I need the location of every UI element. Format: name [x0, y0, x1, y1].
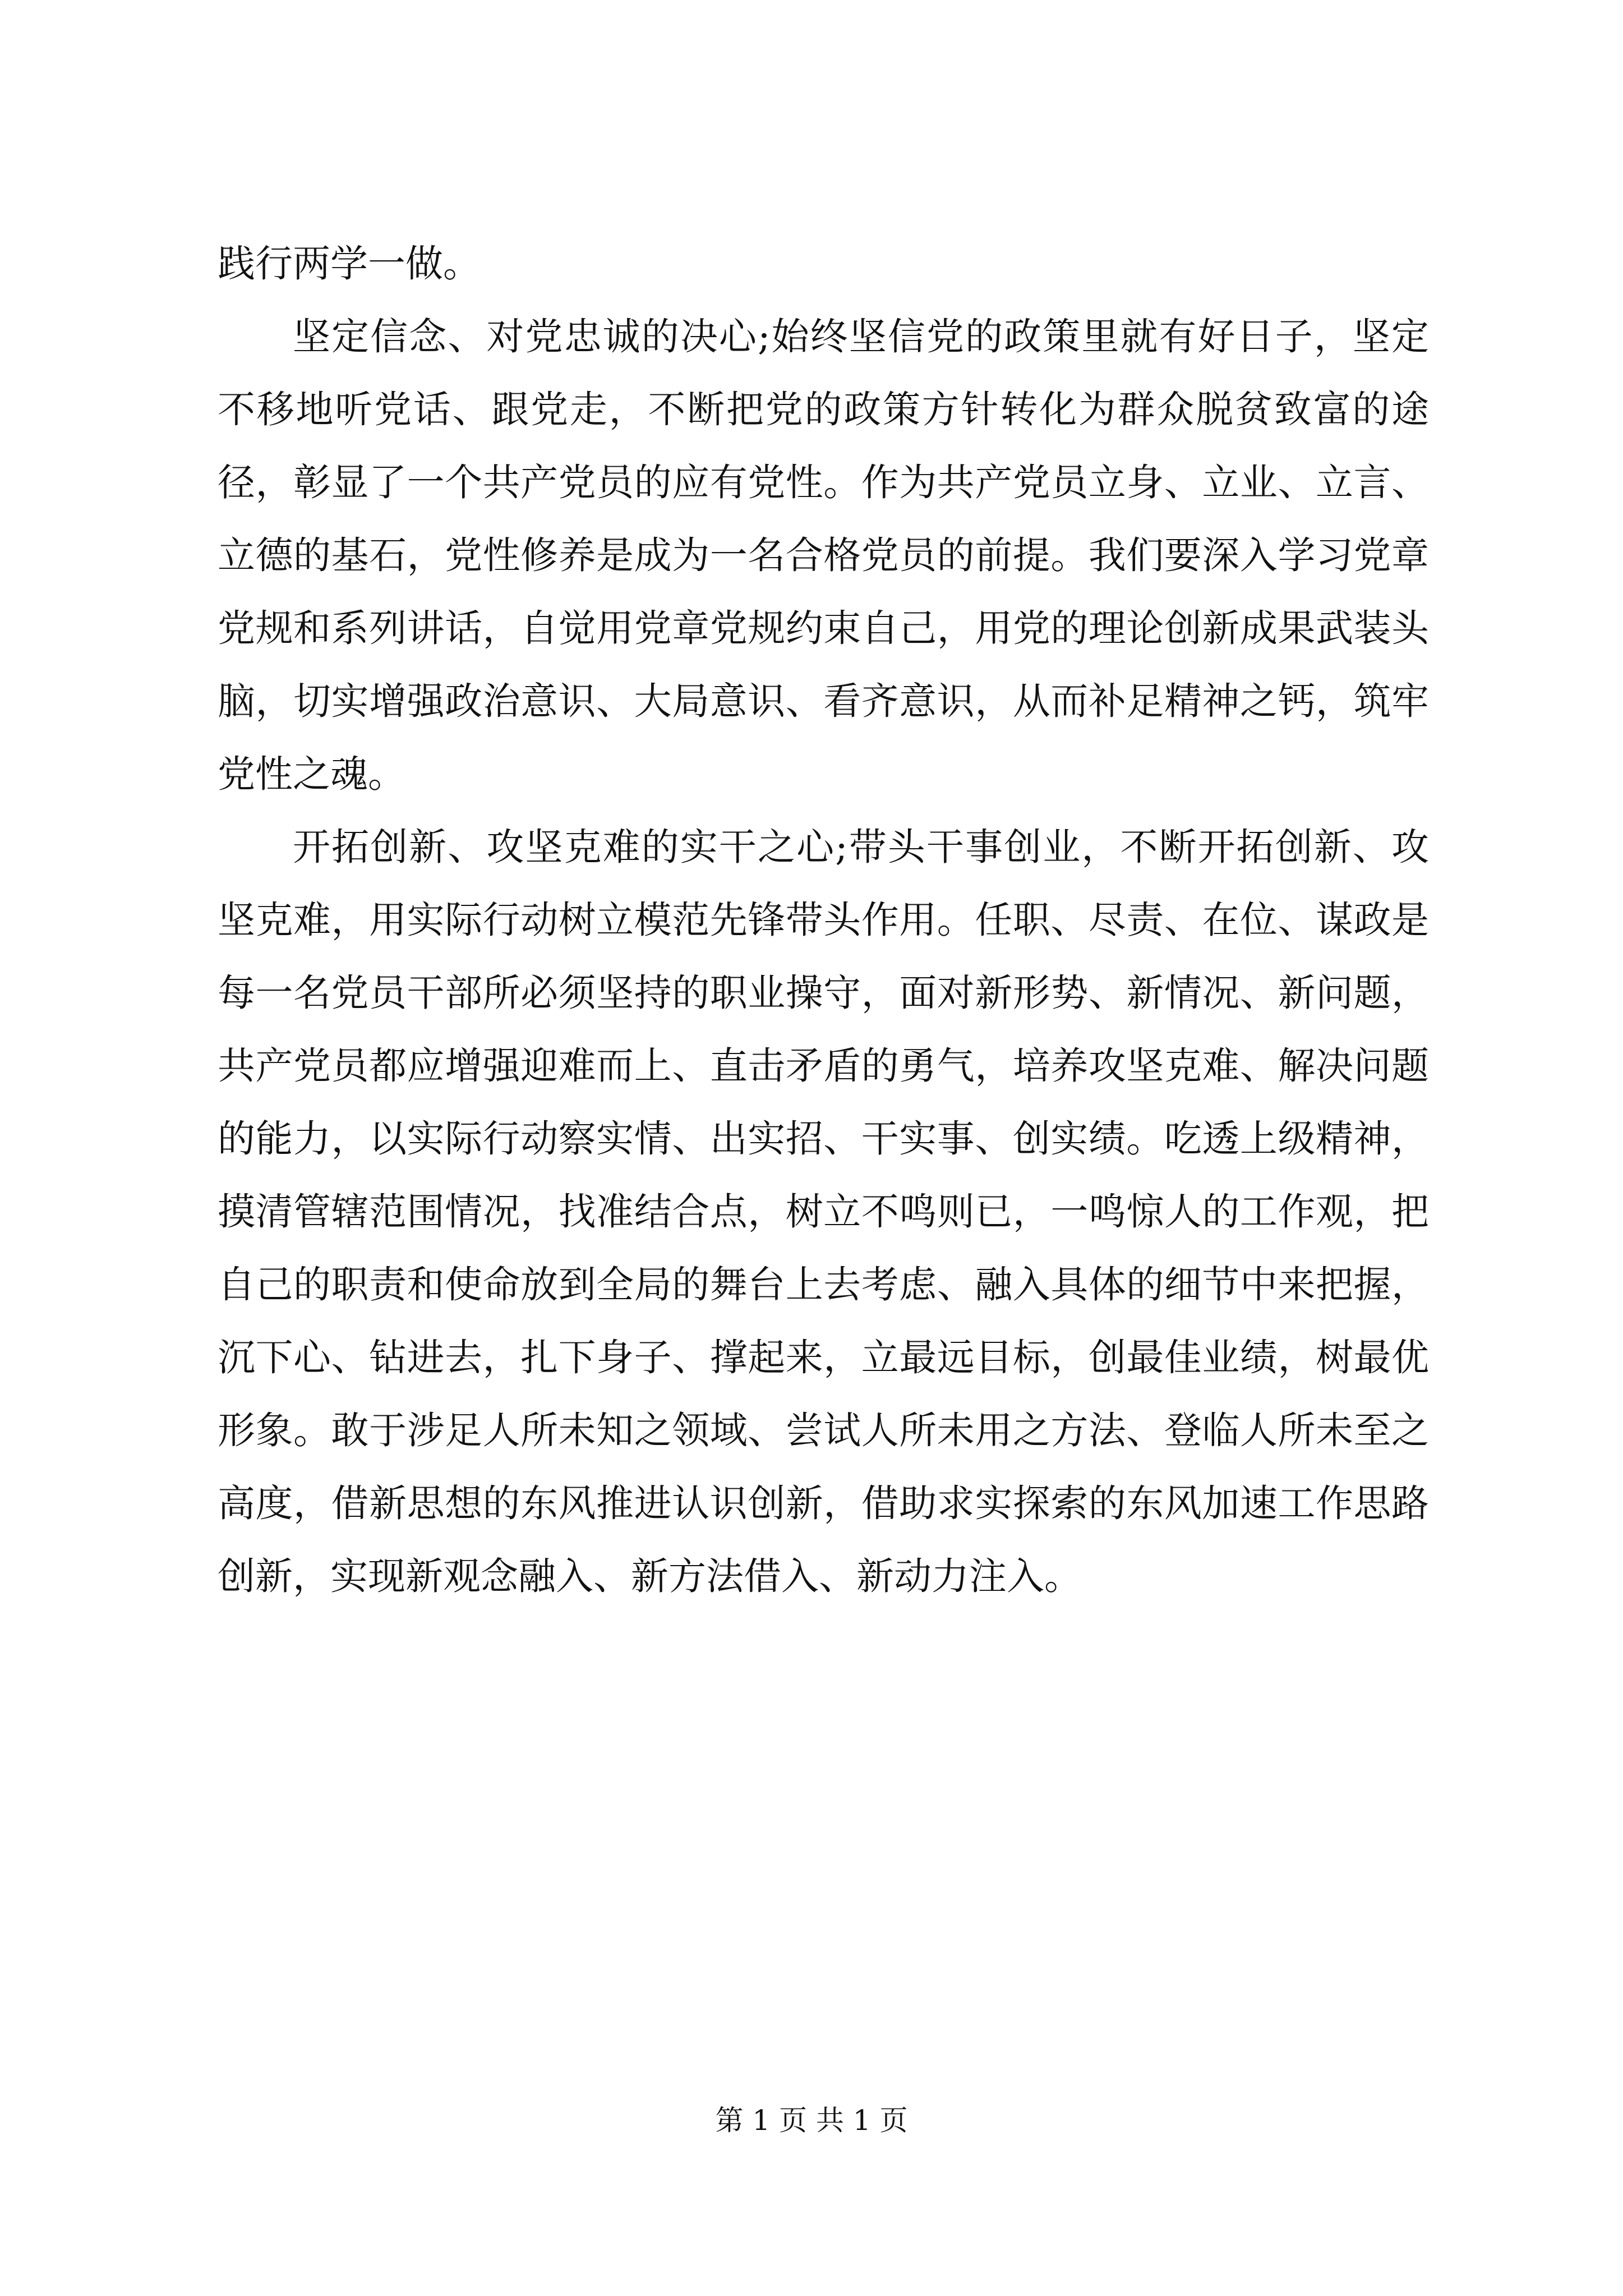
- document-body: [218, 227, 1429, 1613]
- paragraph-3: 开拓创新、攻坚克难的实干之心;带头干事创业，不断开拓创新、攻坚克难，用实际行动树立模范先锋带头作用。任职、尽责、在位、谋政是每一名党员干部所必须坚持的职业操守，面对新形势、新情况、新问题，共产党员都应增强迎难而上、直击矛盾的勇气，培养攻坚克难、解决问题的能力，以实际行动察实情、出实招、干实事、创实绩。吃透上级精神，摸清管辖范围情况，找准结合点，树立不鸣则已，一鸣惊人的工作观，把自己的职责和使命放到全局的舞台上去考虑、融入具体的细节中来把握，沉下心、钻进去，扎下身子、撑起来，立最远目标，创最佳业绩，树最优形象。敢于涉足人所未知之领域、尝试人所未用之方法、登临人所未至之高度，借新思想的东风推进认识创新，借助求实探索的东风加速工作思路创新，实现新观念融入、新方法借入、新动力注入。: [218, 825, 1429, 1598]
- page-footer: 第 1 页 共 1 页: [715, 2104, 908, 2137]
- paragraph-2: 坚定信念、对党忠诚的决心;始终坚信党的政策里就有好日子，坚定不移地听党话、跟党走，不断把党的政策方针转化为群众脱贫致富的途径，彰显了一个共产党员的应有党性。作为共产党员立身、立业、立言、立德的基石，党性修养是成为一名合格党员的前提。我们要深入学习党章党规和系列讲话，自觉用党章党规约束自己，用党的理论创新成果武装头脑，切实增强政治意识、大局意识、看齐意识，从而补足精神之钙，筑牢党性之魂。: [218, 315, 1429, 796]
- paragraph-1: 践行两学一做。: [218, 242, 481, 286]
